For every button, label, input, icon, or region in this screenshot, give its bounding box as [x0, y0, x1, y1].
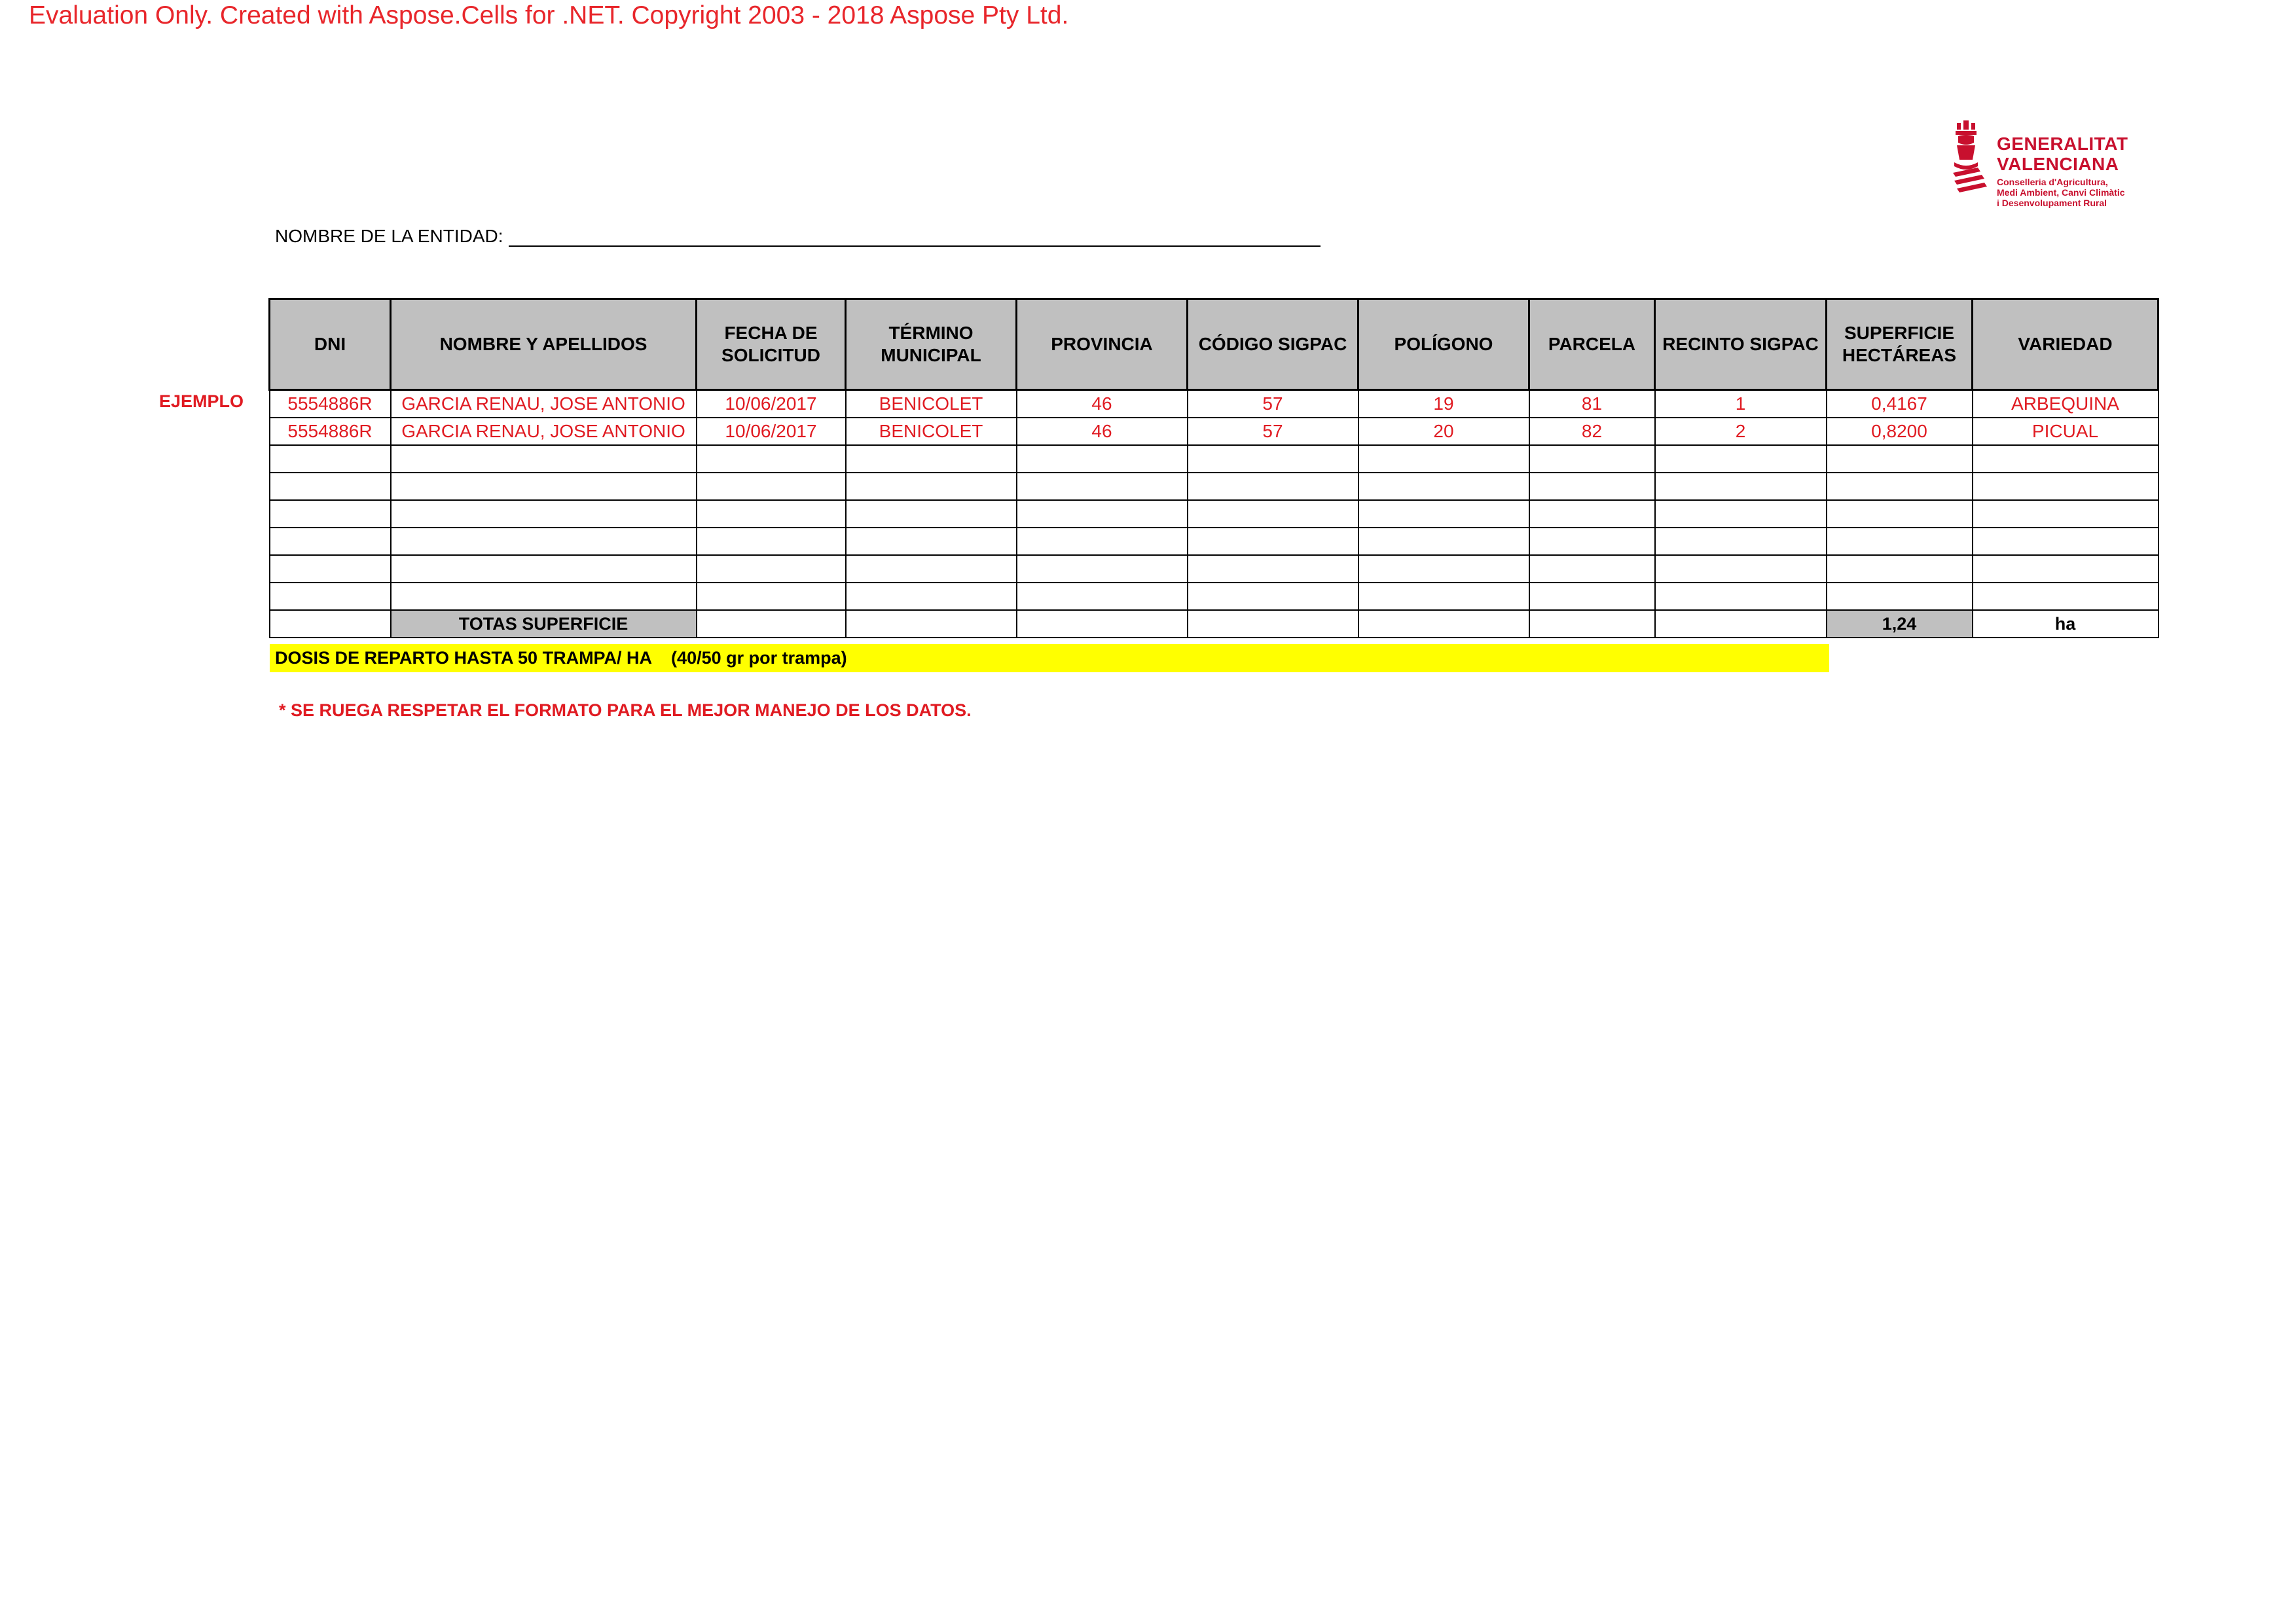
- empty-cell[interactable]: [1017, 555, 1188, 583]
- empty-cell[interactable]: [846, 583, 1017, 610]
- cell-poligono[interactable]: 19: [1358, 390, 1529, 418]
- cell-termino[interactable]: BENICOLET: [846, 418, 1017, 445]
- empty-cell[interactable]: [1188, 583, 1358, 610]
- empty-cell[interactable]: [1973, 583, 2159, 610]
- empty-cell[interactable]: [1827, 555, 1973, 583]
- empty-cell[interactable]: [391, 555, 697, 583]
- cell-codigo[interactable]: 57: [1188, 390, 1358, 418]
- empty-cell: [1017, 610, 1188, 638]
- empty-cell[interactable]: [391, 445, 697, 473]
- generalitat-logo: [1948, 118, 2164, 223]
- empty-cell[interactable]: [270, 555, 391, 583]
- logo-title-line1: GENERALITAT: [1997, 134, 2128, 154]
- watermark-text: Evaluation Only. Created with Aspose.Cells for .NET. Copyright 2003 - 2018 Aspose Pty Ltd.: [29, 1, 1069, 29]
- empty-cell[interactable]: [1017, 528, 1188, 555]
- empty-cell[interactable]: [846, 528, 1017, 555]
- empty-cell[interactable]: [697, 528, 846, 555]
- empty-cell[interactable]: [270, 500, 391, 528]
- empty-cell: [1358, 610, 1529, 638]
- cell-parcela[interactable]: 82: [1529, 418, 1655, 445]
- parcel-table: [268, 298, 2159, 638]
- total-value: 1,24: [1827, 610, 1973, 638]
- empty-cell[interactable]: [1529, 500, 1655, 528]
- cell-codigo[interactable]: 57: [1188, 418, 1358, 445]
- cell-nombre[interactable]: GARCIA RENAU, JOSE ANTONIO: [391, 390, 697, 418]
- cell-provincia[interactable]: 46: [1017, 390, 1188, 418]
- empty-cell[interactable]: [846, 500, 1017, 528]
- total-unit: ha: [1973, 610, 2159, 638]
- entity-input-line[interactable]: [509, 227, 1321, 247]
- empty-cell: [270, 610, 391, 638]
- empty-cell[interactable]: [1358, 473, 1529, 500]
- empty-cell[interactable]: [1529, 528, 1655, 555]
- empty-cell[interactable]: [1017, 445, 1188, 473]
- header-nombre: NOMBRE Y APELLIDOS: [391, 299, 697, 390]
- empty-cell[interactable]: [1188, 500, 1358, 528]
- empty-cell[interactable]: [1655, 528, 1827, 555]
- empty-cell[interactable]: [697, 500, 846, 528]
- empty-cell[interactable]: [1188, 528, 1358, 555]
- empty-cell[interactable]: [1358, 445, 1529, 473]
- empty-cell[interactable]: [1827, 583, 1973, 610]
- empty-cell[interactable]: [1973, 473, 2159, 500]
- cell-termino[interactable]: BENICOLET: [846, 390, 1017, 418]
- empty-cell[interactable]: [697, 583, 846, 610]
- empty-cell[interactable]: [270, 445, 391, 473]
- empty-cell[interactable]: [1973, 555, 2159, 583]
- cell-variedad[interactable]: PICUAL: [1973, 418, 2159, 445]
- table-row-empty: [270, 445, 2159, 473]
- total-row: [270, 610, 2159, 638]
- cell-fecha[interactable]: 10/06/2017: [697, 390, 846, 418]
- empty-cell[interactable]: [1529, 583, 1655, 610]
- table-row-empty: [270, 500, 2159, 528]
- header-termino: TÉRMINO MUNICIPAL: [846, 299, 1017, 390]
- empty-cell[interactable]: [1358, 500, 1529, 528]
- cell-nombre[interactable]: GARCIA RENAU, JOSE ANTONIO: [391, 418, 697, 445]
- empty-cell: [846, 610, 1017, 638]
- empty-cell[interactable]: [1017, 473, 1188, 500]
- empty-cell[interactable]: [1529, 445, 1655, 473]
- table-header-row: [270, 299, 2159, 390]
- empty-cell[interactable]: [270, 473, 391, 500]
- entity-label: NOMBRE DE LA ENTIDAD:: [275, 226, 503, 246]
- cell-dni[interactable]: 5554886R: [270, 418, 391, 445]
- empty-cell[interactable]: [1655, 500, 1827, 528]
- header-superficie: SUPERFICIE HECTÁREAS: [1827, 299, 1973, 390]
- empty-cell[interactable]: [1358, 555, 1529, 583]
- empty-cell[interactable]: [1188, 445, 1358, 473]
- total-label: TOTAS SUPERFICIE: [391, 610, 697, 638]
- empty-cell: [1655, 610, 1827, 638]
- dosis-banner: DOSIS DE REPARTO HASTA 50 TRAMPA/ HA (40/50 gr por trampa): [270, 644, 1829, 672]
- empty-cell[interactable]: [1973, 500, 2159, 528]
- header-recinto: RECINTO SIGPAC: [1655, 299, 1827, 390]
- empty-cell[interactable]: [1655, 583, 1827, 610]
- empty-cell[interactable]: [1827, 528, 1973, 555]
- table-row: [270, 418, 2159, 445]
- empty-cell[interactable]: [1188, 555, 1358, 583]
- empty-cell[interactable]: [270, 528, 391, 555]
- empty-cell[interactable]: [697, 555, 846, 583]
- generalitat-emblem-icon: [1948, 119, 1994, 198]
- empty-cell[interactable]: [391, 473, 697, 500]
- header-fecha: FECHA DE SOLICITUD: [697, 299, 846, 390]
- empty-cell[interactable]: [1529, 473, 1655, 500]
- cell-dni[interactable]: 5554886R: [270, 390, 391, 418]
- empty-cell[interactable]: [1827, 500, 1973, 528]
- empty-cell[interactable]: [1017, 583, 1188, 610]
- empty-cell[interactable]: [1655, 445, 1827, 473]
- cell-superficie[interactable]: 0,4167: [1827, 390, 1973, 418]
- cell-recinto[interactable]: 1: [1655, 390, 1827, 418]
- empty-cell[interactable]: [1827, 473, 1973, 500]
- table-row-empty: [270, 473, 2159, 500]
- empty-cell[interactable]: [391, 500, 697, 528]
- empty-cell: [1529, 610, 1655, 638]
- empty-cell[interactable]: [1017, 500, 1188, 528]
- table-row: [270, 390, 2159, 418]
- cell-provincia[interactable]: 46: [1017, 418, 1188, 445]
- empty-cell[interactable]: [846, 445, 1017, 473]
- empty-cell[interactable]: [697, 445, 846, 473]
- header-codigo: CÓDIGO SIGPAC: [1188, 299, 1358, 390]
- empty-cell[interactable]: [391, 583, 697, 610]
- cell-superficie[interactable]: 0,8200: [1827, 418, 1973, 445]
- empty-cell[interactable]: [1655, 473, 1827, 500]
- empty-cell[interactable]: [1827, 445, 1973, 473]
- header-poligono: POLÍGONO: [1358, 299, 1529, 390]
- table-row-empty: [270, 528, 2159, 555]
- cell-variedad[interactable]: ARBEQUINA: [1973, 390, 2159, 418]
- empty-cell[interactable]: [1973, 445, 2159, 473]
- table-row-empty: [270, 555, 2159, 583]
- header-variedad: VARIEDAD: [1973, 299, 2159, 390]
- logo-title-line2: VALENCIANA: [1997, 154, 2119, 174]
- cell-poligono[interactable]: 20: [1358, 418, 1529, 445]
- empty-cell[interactable]: [1529, 555, 1655, 583]
- empty-cell[interactable]: [1358, 528, 1529, 555]
- logo-subtitle-line2: Medi Ambient, Canvi Climàtic: [1997, 187, 2125, 198]
- header-provincia: PROVINCIA: [1017, 299, 1188, 390]
- empty-cell[interactable]: [391, 528, 697, 555]
- empty-cell[interactable]: [1358, 583, 1529, 610]
- empty-cell[interactable]: [846, 555, 1017, 583]
- logo-subtitle-line3: i Desenvolupament Rural: [1997, 198, 2107, 208]
- format-note: * SE RUEGA RESPETAR EL FORMATO PARA EL MEJOR MANEJO DE LOS DATOS.: [279, 700, 972, 720]
- entity-name-field: [275, 226, 1321, 247]
- example-label: EJEMPLO: [159, 391, 244, 411]
- logo-subtitle-line1: Conselleria d'Agricultura,: [1997, 177, 2108, 187]
- header-parcela: PARCELA: [1529, 299, 1655, 390]
- cell-parcela[interactable]: 81: [1529, 390, 1655, 418]
- empty-cell: [697, 610, 846, 638]
- cell-fecha[interactable]: 10/06/2017: [697, 418, 846, 445]
- header-dni: DNI: [270, 299, 391, 390]
- empty-cell[interactable]: [1655, 555, 1827, 583]
- empty-cell[interactable]: [1973, 528, 2159, 555]
- empty-cell[interactable]: [846, 473, 1017, 500]
- empty-cell[interactable]: [697, 473, 846, 500]
- empty-cell: [1188, 610, 1358, 638]
- empty-cell[interactable]: [1188, 473, 1358, 500]
- cell-recinto[interactable]: 2: [1655, 418, 1827, 445]
- empty-cell[interactable]: [270, 583, 391, 610]
- table-row-empty: [270, 583, 2159, 610]
